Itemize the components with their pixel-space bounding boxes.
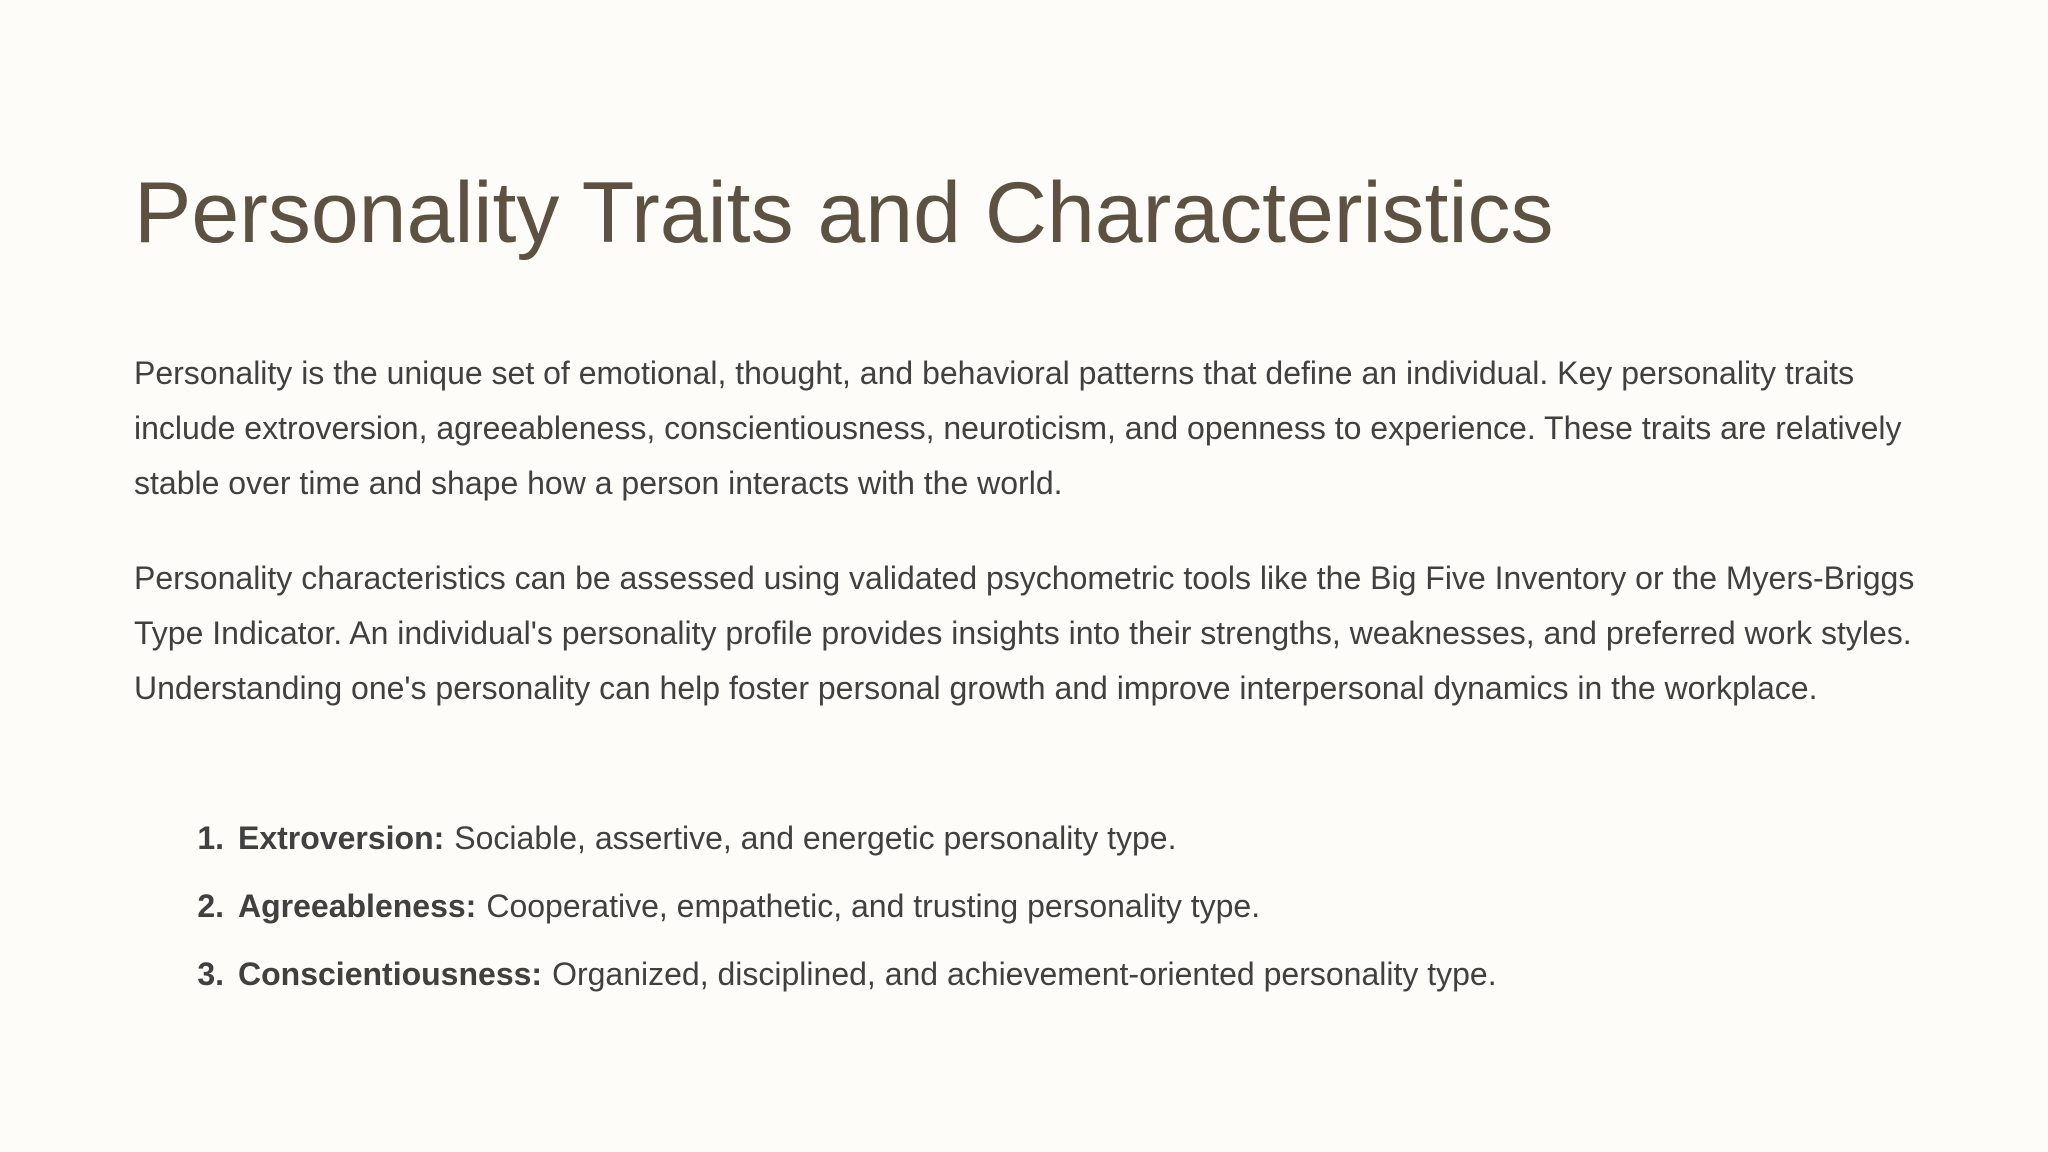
- trait-description: Organized, disciplined, and achievement-oriented personality type.: [552, 956, 1497, 992]
- list-item: [134, 814, 1497, 882]
- list-item: [134, 950, 1497, 1018]
- trait-term: Agreeableness:: [238, 888, 477, 924]
- assessment-paragraph: Personality characteristics can be assessed using validated psychometric tools like the Big Five Inventory or the Myers-Briggs Type Indicator. An individual's personality profile provides insights into their strengths, weaknesses, and preferred work styles. Understanding one's personality can help foster personal growth and improve interpersonal dynamics in the workplace.: [134, 560, 1915, 706]
- list-item-number: 3.: [197, 956, 224, 992]
- trait-term: Extroversion:: [238, 820, 445, 856]
- trait-description: Cooperative, empathetic, and trusting personality type.: [486, 888, 1261, 924]
- list-item-number: 2.: [197, 888, 224, 924]
- slide-title: Personality Traits and Characteristics: [134, 165, 1554, 261]
- list-item-number: 1.: [197, 820, 224, 856]
- trait-description: Sociable, assertive, and energetic personality type.: [454, 820, 1177, 856]
- trait-list: [134, 814, 1497, 1018]
- trait-term: Conscientiousness:: [238, 956, 543, 992]
- intro-paragraph: Personality is the unique set of emotional, thought, and behavioral patterns that define an individual. Key personality traits include extroversion, agreeableness, conscientiousness, neuroticism, and openness to experience. These traits are relatively stable over time and shape how a person interacts with the world.: [134, 355, 1902, 501]
- list-item: [134, 882, 1497, 950]
